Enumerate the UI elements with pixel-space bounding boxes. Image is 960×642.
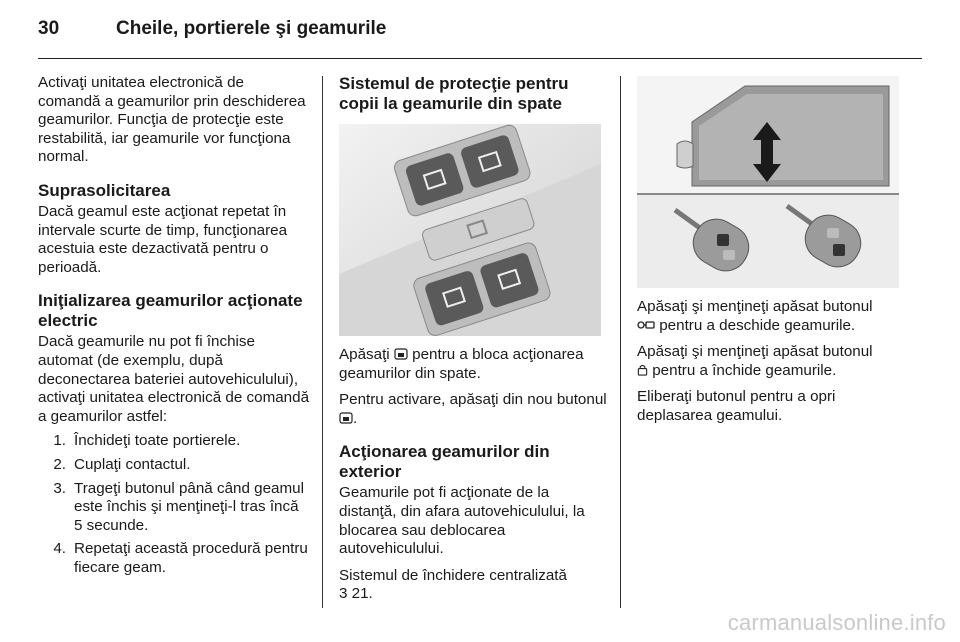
page-header (38, 18, 386, 48)
watermark: carmanualsonline.info (727, 610, 946, 635)
overload-heading: Suprasolicitarea (38, 180, 171, 200)
child-lock-heading: Sistemul de protecţie pentru copii la geamurile din spate (339, 74, 569, 113)
column-divider (620, 76, 621, 608)
page-title: Cheile, portierele şi geamurile (116, 18, 387, 39)
list-item: 3. Trageţi butonul până când geamul este închis şi menţineţi-l tras încă 5 secunde. (53, 479, 304, 534)
reference-arrow-icon: 3 21. (339, 585, 373, 603)
open-windows-paragraph: Apăsaţi şi menţineţi apăsat butonul pentru a deschide geamurile. (637, 298, 873, 334)
central-locking-reference: Sistemul de închidere centralizată 3 21. (339, 566, 567, 603)
column-middle (339, 74, 607, 612)
exterior-operation-paragraph: Geamurile pot fi acţionate de la distanţă, din afara autovehiculului, la blocarea sau deblocarea autovehiculului. (339, 484, 585, 558)
page-number: 30 (38, 18, 60, 39)
init-heading: Iniţializarea geamurilor acţionate electric (38, 291, 303, 331)
header-divider (38, 58, 922, 59)
window-switch-panel-illustration (339, 124, 601, 336)
list-item: 1. Închideţi toate portierele. (53, 432, 241, 450)
intro-paragraph: Activaţi unitatea electronică de comandă a geamurilor prin deschiderea geamurilor. Funcţia de protecţie este restabilită, iar geamurile vor funcţiona normal. (38, 74, 306, 166)
init-paragraph: Dacă geamurile nu pot fi închise automat (de exemplu, după deconectarea bateriei autovehiculului), activaţi unitatea electronică de comandă a geamurilor astfel: (38, 333, 310, 425)
overload-paragraph: Dacă geamul este acţionat repetat în intervale scurte de timp, funcţionarea acestuia este dezactivată pentru o perioadă. (38, 202, 288, 276)
column-right (637, 74, 903, 434)
exterior-operation-heading: Acţionarea geamurilor din exterior (339, 442, 550, 482)
release-button-paragraph: Eliberaţi butonul pentru a opri deplasarea geamului. (637, 388, 836, 424)
column-left (38, 74, 310, 582)
window-lock-icon (394, 348, 408, 360)
key-remote-illustration (637, 76, 899, 288)
child-lock-paragraph-1: Apăsaţi pentru a bloca acţionarea geamurilor din spate. (339, 346, 584, 382)
list-item: 4. Repetaţi această procedură pentru fiecare geam. (53, 540, 308, 576)
column-divider (322, 76, 323, 608)
close-windows-paragraph: Apăsaţi şi menţineţi apăsat butonul pentru a închide geamurile. (637, 343, 873, 379)
window-lock-icon (339, 412, 353, 424)
unlock-key-icon (637, 319, 655, 331)
child-lock-paragraph-2: Pentru activare, apăsaţi din nou butonul . (339, 391, 607, 427)
lock-key-icon (637, 364, 648, 376)
init-steps-list (38, 432, 310, 577)
list-item: 2. Cuplaţi contactul. (53, 455, 191, 473)
